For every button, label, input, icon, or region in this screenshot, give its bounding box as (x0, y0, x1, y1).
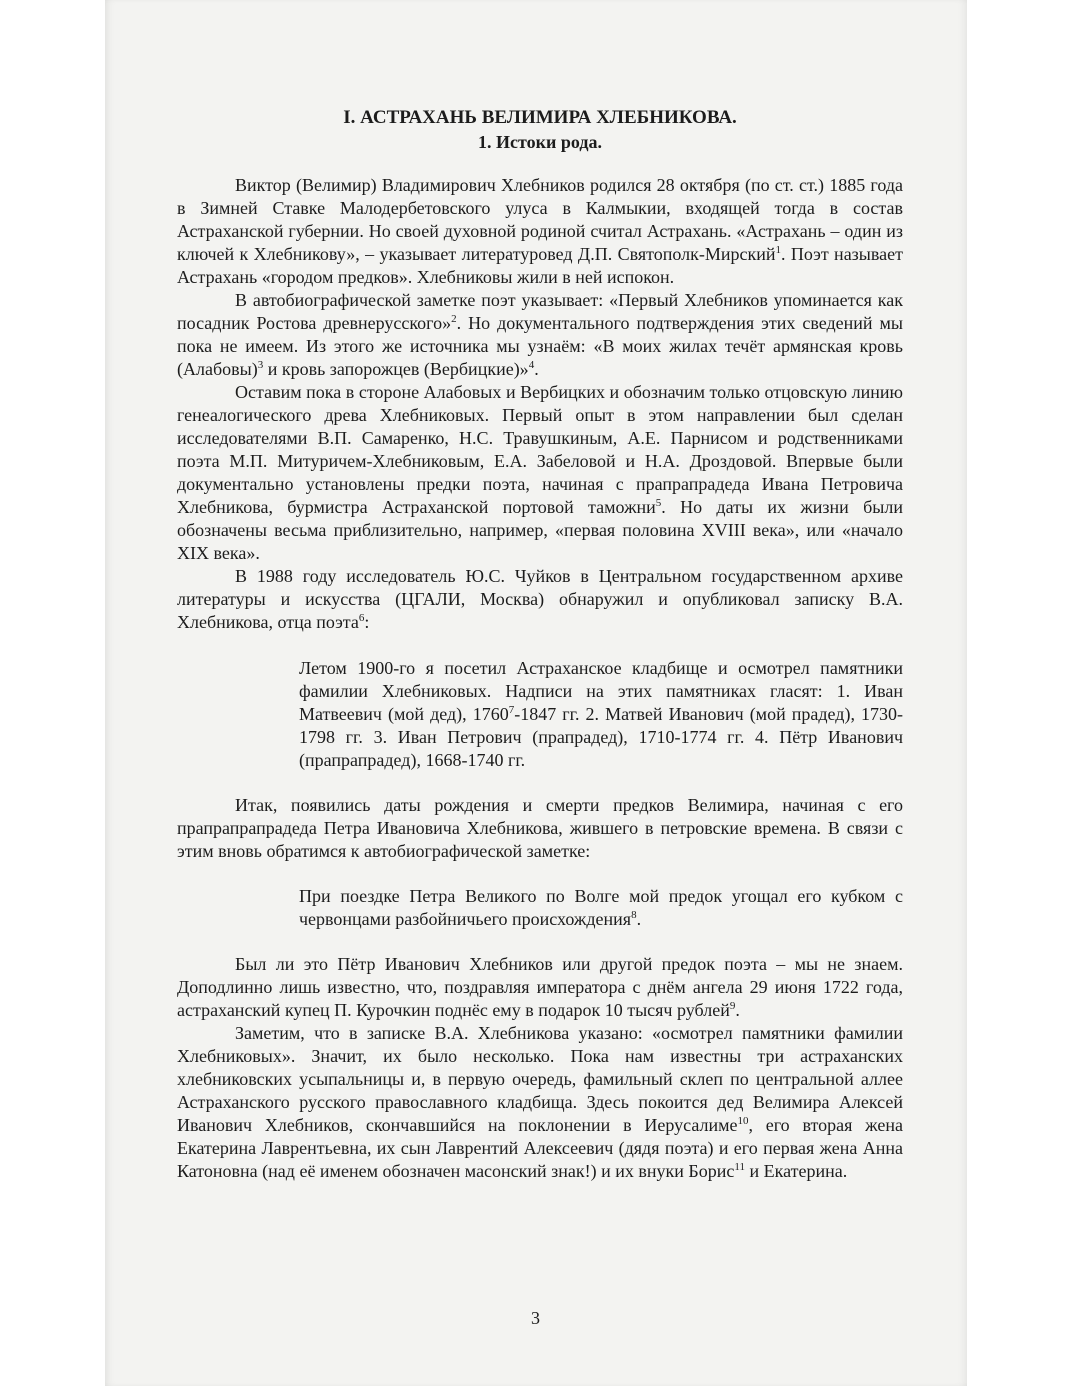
footnote-ref-3: 3 (257, 359, 264, 371)
quote-1-text-a: Летом 1900-го я посетил Астраханское кладбище и осмотрел памятники фамилии Хлебниковых. Надписи на этих памятниках гласят: 1. Иван Матвеевич (мой дед), 1760 (299, 658, 903, 724)
quote-1-text-b: -1847 гг. 2. Матвей Иванович (мой прадед), 1730-1798 гг. 3. Иван Петрович (прапрадед), 1710-1774 гг. 4. Пётр Иванович (прапрапрадед), 1668-1740 гг. (299, 704, 904, 770)
footnote-ref-8: 8 (631, 909, 637, 921)
section-title: 1. Истоки рода. (478, 132, 602, 152)
paragraph-4-text-b: : (364, 612, 370, 632)
footnote-ref-6: 6 (358, 612, 365, 624)
footnote-ref-4: 4 (528, 359, 535, 371)
paragraph-6-text-b: . (735, 1000, 740, 1020)
paragraph-7 (177, 1022, 903, 1183)
footnote-ref-1: 1 (775, 244, 781, 256)
quote-2-text-b: . (636, 909, 642, 929)
spacer (177, 863, 903, 885)
paragraph-3 (177, 381, 903, 565)
document-body (177, 106, 903, 1183)
spacer (177, 931, 903, 953)
page-number: 3 (531, 1308, 540, 1328)
paragraph-7-text-a: Заметим, что в записке В.А. Хлебникова указано: «осмотрел памятники фамилии Хлебниковых». Значит, их было несколько. Пока нам известны три астраханских хлебниковских усыпальницы и, в первую очередь, фамильный склеп по центральной аллее Астраханского русского православного кладбища. Здесь покоится дед Велимира Алексей Иванович Хлебников, скончавшийся на поклонении в Иерусалиме (177, 1023, 903, 1135)
paragraph-1 (177, 174, 903, 289)
paragraph-6 (177, 953, 903, 1022)
block-quote-2 (299, 885, 903, 931)
paragraph-2 (177, 289, 903, 381)
block-quote-1 (299, 657, 903, 772)
paragraph-2-text-b: . Но документального подтверждения этих сведений мы пока не имеем. Из этого же источника мы узнаём: «В моих жилах течёт армянская кровь (Алабовы) (177, 313, 903, 379)
footnote-ref-10: 10 (737, 1115, 749, 1127)
footnote-ref-9: 9 (729, 1000, 736, 1012)
paragraph-3-text-b: . Но даты их жизни были обозначены весьма приблизительно, например, «первая половина XVIII века», или «начало XIX века». (177, 497, 903, 563)
footnote-ref-7: 7 (508, 704, 515, 716)
paragraph-2-text-c: и кровь запорожцев (Вербицкие)» (263, 359, 529, 379)
paragraph-5: Итак, появились даты рождения и смерти предков Велимира, начиная с его прапрапрапрадеда Петра Ивановича Хлебникова, жившего в петровские времена. В связи с этим вновь обратимся к автобиографической заметке: (177, 795, 903, 861)
quote-2-text-a: При поездке Петра Великого по Волге мой предок угощал его кубком с червонцами разбойничьего происхождения (299, 886, 903, 929)
paragraph-2-text-a: В автобиографической заметке поэт указывает: «Первый Хлебников упоминается как посадник Ростова древнерусского» (177, 290, 903, 333)
footnote-ref-11: 11 (734, 1161, 745, 1173)
chapter-title: I. АСТРАХАНЬ ВЕЛИМИРА ХЛЕБНИКОВА. (343, 107, 737, 128)
footnote-ref-2: 2 (451, 313, 457, 325)
spacer (177, 634, 903, 657)
paragraph-3-text-a: Оставим пока в стороне Алабовых и Вербицких и обозначим только отцовскую линию генеалогического древа Хлебниковых. Первый опыт в этом направлении был сделан исследователями В.П. Самаренко, Н.С. Травушкиным, А.Е. Парнисом и родственниками поэта М.П. Митуричем-Хлебниковым, Е.А. Забеловой и Н.А. Дроздовой. Впервые были документально установлены предки поэта, начиная с прапрапрадеда Ивана Петровича Хлебникова, бурмистра Астраханской портовой таможни (177, 382, 903, 517)
paragraph-1-text-a: Виктор (Велимир) Владимирович Хлебников родился 28 октября (по ст. ст.) 1885 года в Зимней Ставке Малодербетовского улуса в Калмыкии, входящей тогда в состав Астраханской губернии. Но своей духовной родиной считал Астрахань. «Астрахань – один из ключей к Хлебникову», – указывает литературовед Д.П. Святополк-Мирский (177, 175, 903, 264)
spacer (177, 772, 903, 794)
paragraph-6-text-a: Был ли это Пётр Иванович Хлебников или другой предок поэта – мы не знаем. Доподлинно лишь известно, что, поздравляя императора с днём ангела 29 июня 1722 года, астраханский купец П. Курочкин поднёс ему в подарок 10 тысяч рублей (177, 954, 903, 1020)
paragraph-4-text-a: В 1988 году исследователь Ю.С. Чуйков в Центральном государственном архиве литературы и искусства (ЦГАЛИ, Москва) обнаружил и опубликовал записку В.А. Хлебникова, отца поэта (177, 566, 903, 632)
paragraph-1-text-b: . Поэт называет Астрахань «городом предков». Хлебниковы жили в ней испокон. (177, 244, 903, 287)
paragraph-2-text-d: . (534, 359, 539, 379)
paragraph-4 (177, 565, 903, 634)
paragraph-7-text-c: и Екатерина. (744, 1161, 848, 1181)
footnote-ref-5: 5 (655, 497, 662, 509)
paragraph-7-text-b: , его вторая жена Екатерина Лаврентьевна, их сын Лаврентий Алексеевич (дядя поэта) и его первая жена Анна Катоновна (над её именем обозначен масонский знак!) и их внуки Борис (177, 1115, 903, 1181)
